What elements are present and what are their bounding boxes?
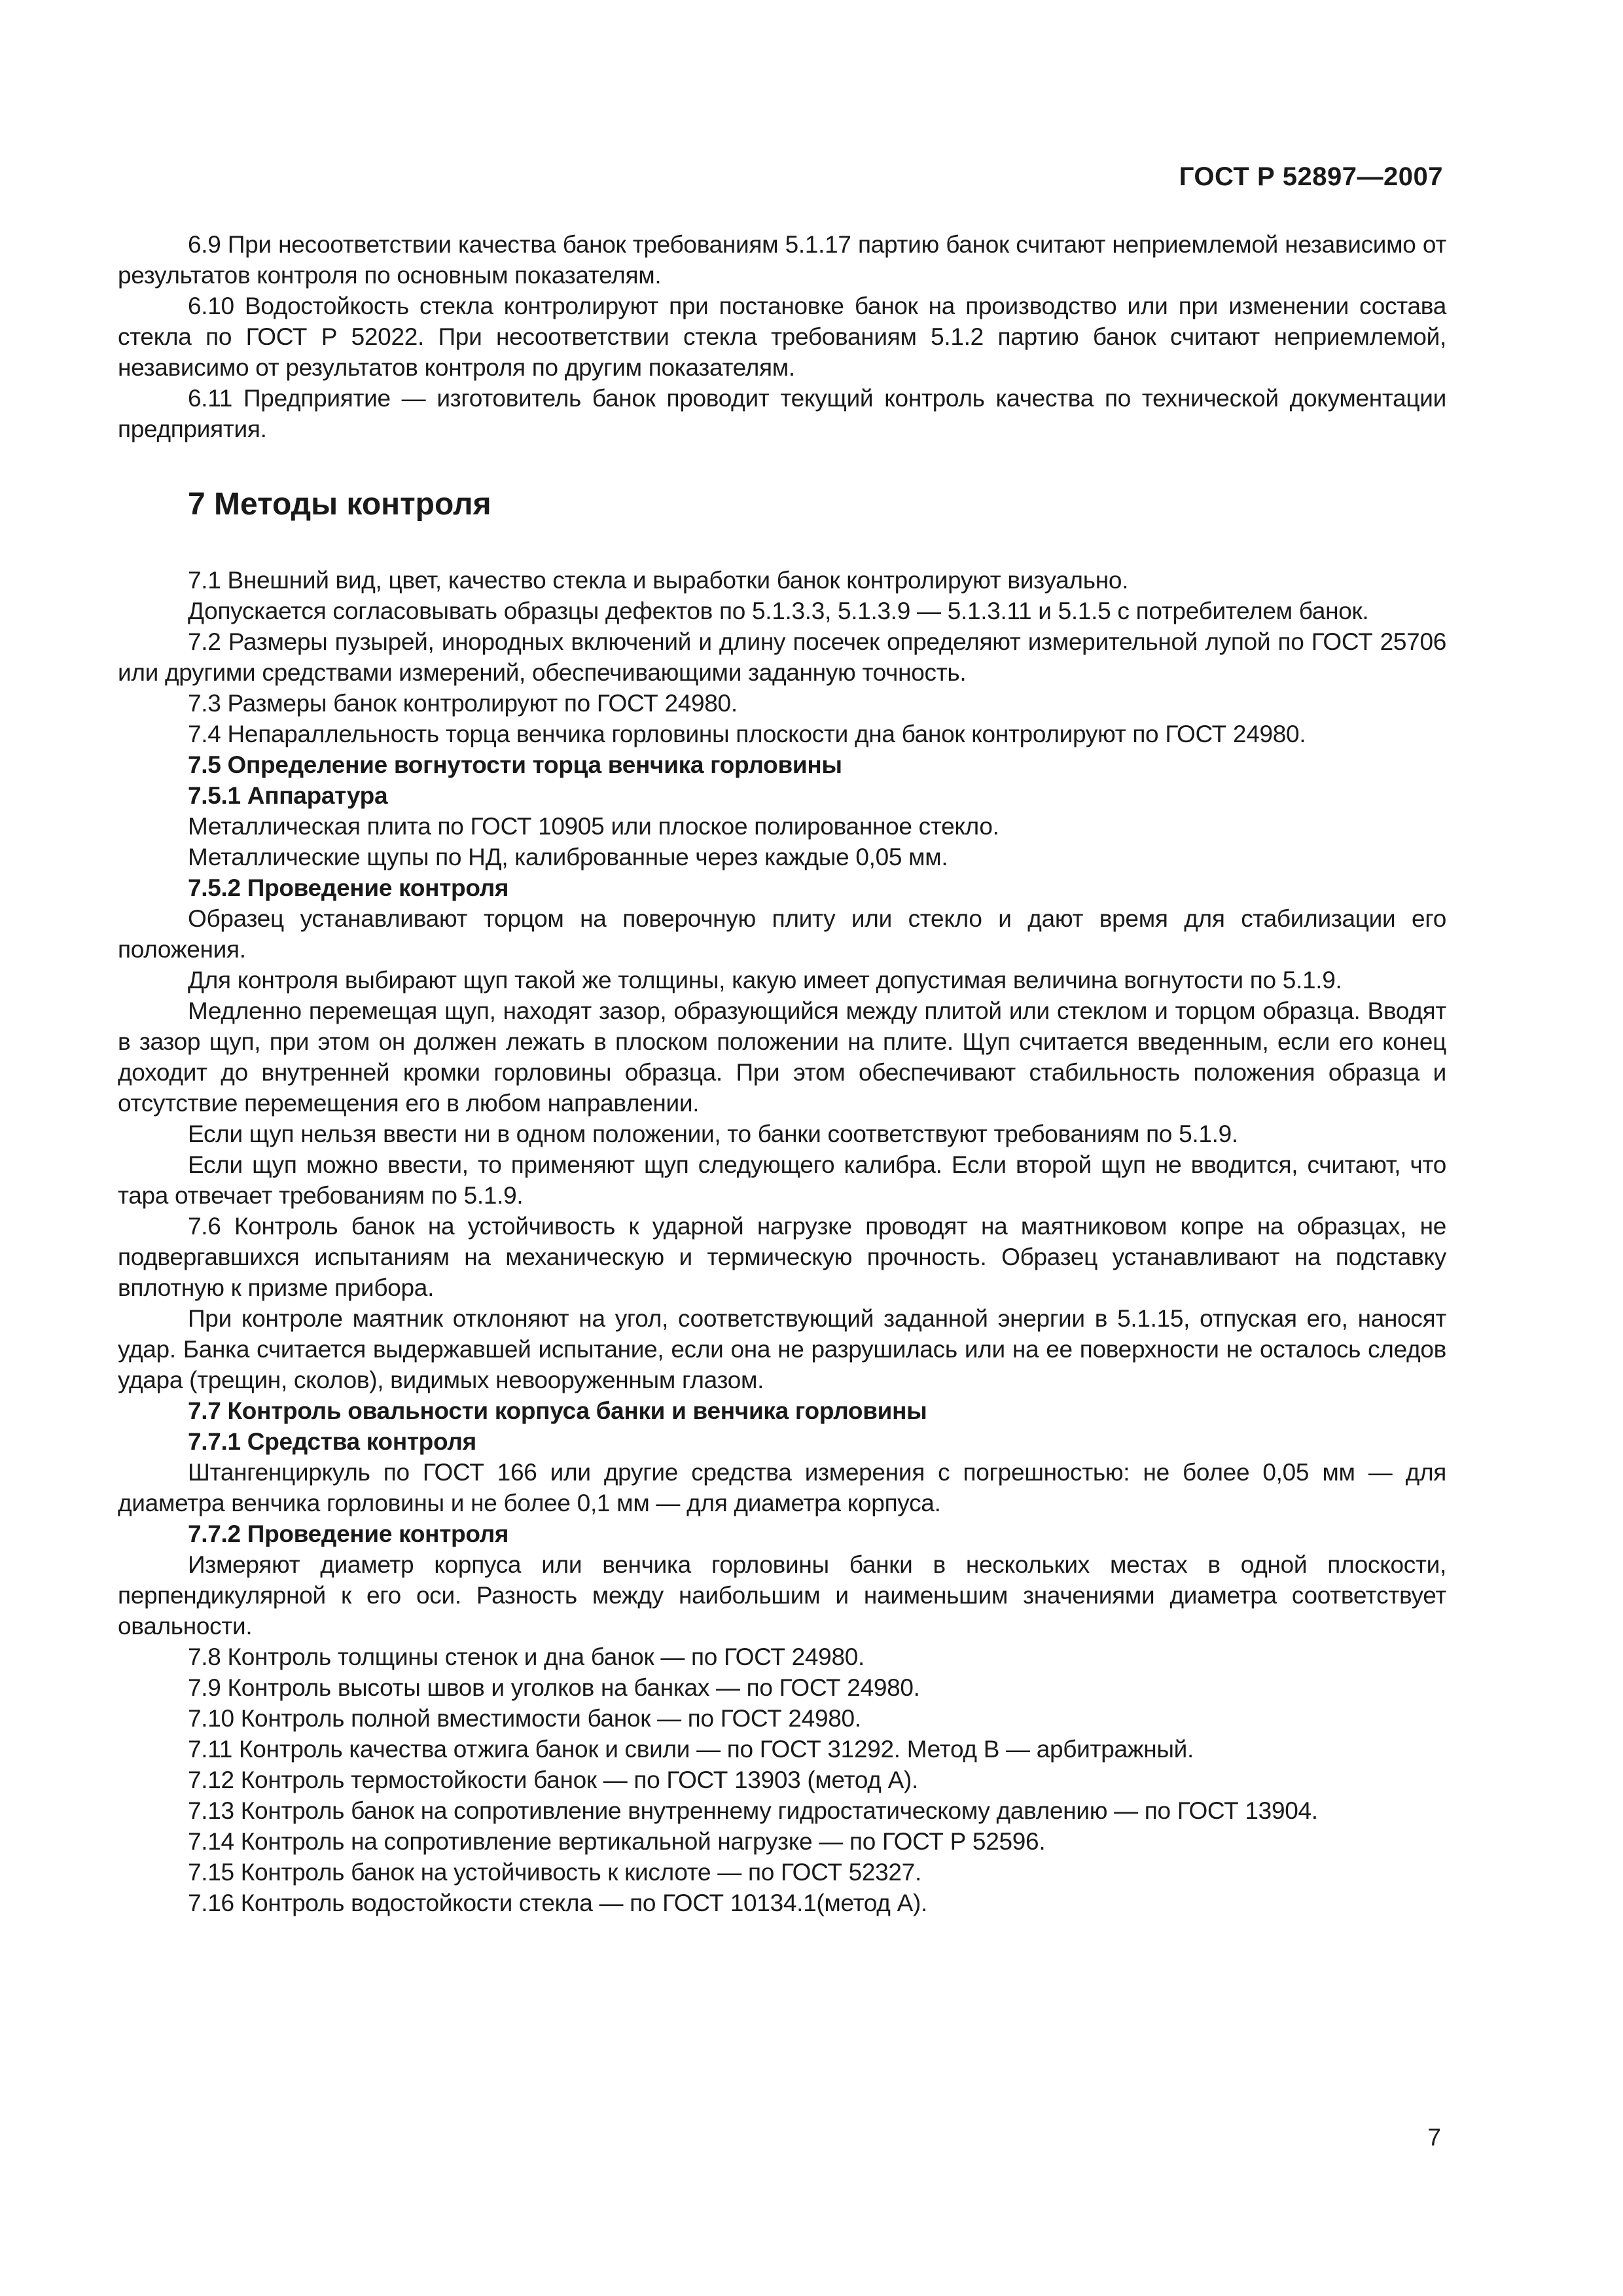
subsection-heading: 7.5 Определение вогнутости торца венчика горловины xyxy=(188,751,842,778)
paragraph: 7.9 Контроль высоты швов и уголков на банках — по ГОСТ 24980. xyxy=(188,1674,920,1701)
paragraph-6-11: 6.11 Предприятие — изготовитель банок проводит текущий контроль качества по технической документации предприятия. xyxy=(118,385,1446,442)
subsection-heading: 7.5.2 Проведение контроля xyxy=(188,874,509,901)
intro-paragraphs xyxy=(118,229,1446,444)
paragraph: Образец устанавливают торцом на поверочную плиту или стекло и дают время для стабилизации его положения. xyxy=(118,905,1446,963)
subsection-heading: 7.7 Контроль овальности корпуса банки и венчика горловины xyxy=(188,1397,927,1424)
paragraph: 7.6 Контроль банок на устойчивость к ударной нагрузке проводят на маятниковом копре на образцах, не подвергавшихся испытаниям на механическую и термическую прочность. Образец устанавливают на подставку вплотную к призме прибора. xyxy=(118,1213,1446,1301)
section-title: 7 Методы контроля xyxy=(188,487,491,522)
paragraph: 7.13 Контроль банок на сопротивление внутреннему гидростатическому давлению — по ГОСТ 13904. xyxy=(188,1797,1318,1824)
subsection-heading: 7.7.2 Проведение контроля xyxy=(188,1520,509,1547)
paragraph: Если щуп нельзя ввести ни в одном положении, то банки соответствуют требованиям по 5.1.9. xyxy=(188,1121,1238,1147)
paragraph-6-10: 6.10 Водостойкость стекла контролируют при постановке банок на производство или при изменении состава стекла по ГОСТ Р 52022. При несоответствии стекла требованиям 5.1.2 партию банок считают неприемлемой, независимо от результатов контроля по другим показателям. xyxy=(118,293,1446,381)
paragraph: 7.16 Контроль водостойкости стекла — по ГОСТ 10134.1(метод А). xyxy=(188,1890,927,1916)
paragraph: Измеряют диаметр корпуса или венчика горловины банки в нескольких местах в одной плоскости, перпендикулярной к его оси. Разность между наибольшим и наименьшим значениями диаметра соответствует овальности. xyxy=(118,1551,1446,1640)
paragraph: 7.3 Размеры банок контролируют по ГОСТ 24980. xyxy=(188,690,738,717)
paragraph: Металлическая плита по ГОСТ 10905 или плоское полированное стекло. xyxy=(188,813,999,840)
paragraph: 7.2 Размеры пузырей, инородных включений и длину посечек определяют измерительной лупой по ГОСТ 25706 или другими средствами измерений, обеспечивающими заданную точность. xyxy=(118,628,1446,686)
paragraph: Допускается согласовывать образцы дефектов по 5.1.3.3, 5.1.3.9 — 5.1.3.11 и 5.1.5 с потребителем банок. xyxy=(188,598,1369,624)
paragraph: Штангенциркуль по ГОСТ 166 или другие средства измерения с погрешностью: не более 0,05 мм — для диаметра венчика горловины и не более 0,1 мм — для диаметра корпуса. xyxy=(118,1459,1446,1516)
paragraph: 7.4 Непараллельность торца венчика горловины плоскости дна банок контролируют по ГОСТ 24980. xyxy=(188,721,1306,747)
paragraph: 7.12 Контроль термостойкости банок — по ГОСТ 13903 (метод А). xyxy=(188,1767,918,1793)
paragraph: Если щуп можно ввести, то применяют щуп следующего калибра. Если второй щуп не вводится, считают, что тара отвечает требованиям по 5.1.9. xyxy=(118,1151,1446,1209)
section-paragraphs xyxy=(118,565,1446,1918)
page-number: 7 xyxy=(1427,2124,1441,2151)
paragraph-6-9: 6.9 При несоответствии качества банок требованиям 5.1.17 партию банок считают неприемлемой независимо от результатов контроля по основным показателям. xyxy=(118,231,1446,289)
paragraph: При контроле маятник отклоняют на угол, соответствующий заданной энергии в 5.1.15, отпуская его, наносят удар. Банка считается выдержавшей испытание, если она не разрушилась или на ее поверхности не осталось следов удара (трещин, сколов), видимых невооруженным глазом. xyxy=(118,1305,1446,1393)
paragraph: Металлические щупы по НД, калиброванные через каждые 0,05 мм. xyxy=(188,844,948,870)
paragraph: 7.14 Контроль на сопротивление вертикальной нагрузке — по ГОСТ Р 52596. xyxy=(188,1828,1046,1855)
paragraph: 7.8 Контроль толщины стенок и дна банок — по ГОСТ 24980. xyxy=(188,1643,865,1670)
paragraph: 7.1 Внешний вид, цвет, качество стекла и выработки банок контролируют визуально. xyxy=(188,567,1129,594)
paragraph: Для контроля выбирают щуп такой же толщины, какую имеет допустимая величина вогнутости по 5.1.9. xyxy=(188,967,1342,994)
paragraph: Медленно перемещая щуп, находят зазор, образующийся между плитой или стеклом и торцом образца. Вводят в зазор щуп, при этом он должен лежать в плоском положении на плите. Щуп считается введенным, если его конец доходит до внутренней кромки горловины образца. При этом обеспечивают стабильность положения образца и отсутствие перемещения его в любом направлении. xyxy=(118,997,1446,1117)
paragraph: 7.11 Контроль качества отжига банок и свили — по ГОСТ 31292. Метод В — арбитражный. xyxy=(188,1736,1194,1763)
subsection-heading: 7.7.1 Средства контроля xyxy=(188,1428,476,1455)
paragraph: 7.10 Контроль полной вместимости банок — по ГОСТ 24980. xyxy=(188,1705,861,1732)
document-header: ГОСТ Р 52897—2007 xyxy=(1179,162,1443,191)
paragraph: 7.15 Контроль банок на устойчивость к кислоте — по ГОСТ 52327. xyxy=(188,1859,921,1886)
document-body xyxy=(118,229,1446,1918)
subsection-heading: 7.5.1 Аппаратура xyxy=(188,782,388,809)
